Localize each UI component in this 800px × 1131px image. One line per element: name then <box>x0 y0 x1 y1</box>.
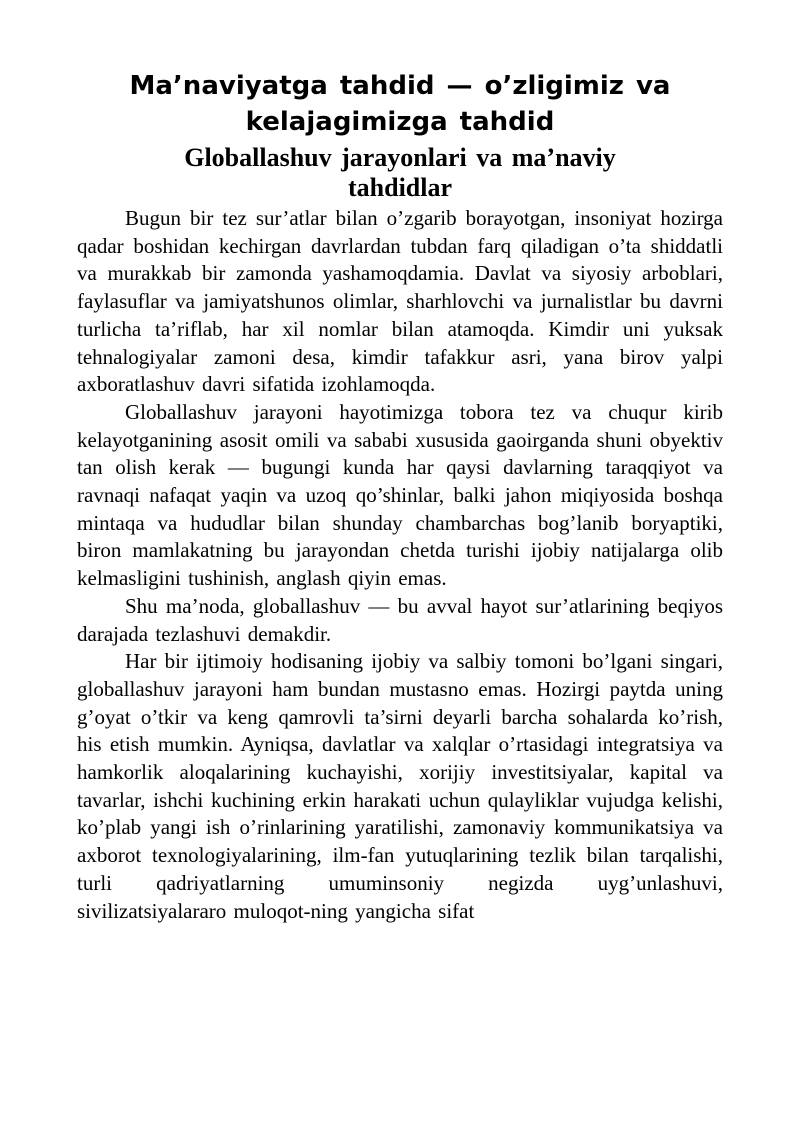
paragraph-3: Shu ma’noda, globallashuv — bu avval hayot sur’atlarining beqiyos darajada tezlashuvi demakdir. <box>77 593 723 646</box>
document-subtitle <box>77 143 723 203</box>
title-line-2: kelajagimizga tahdid <box>245 107 555 137</box>
title-line-1: Ma’naviyatga tahdid — o’zligimiz va <box>129 71 671 101</box>
paragraph-1: Bugun bir tez sur’atlar bilan o’zgarib borayotgan, insoniyat hozirga qadar boshidan kechirgan davrlardan tubdan farq qiladigan o’ta shiddatli va murakkab bir zamonda yashamoqdamia. Davlat va siyosiy arboblari, faylasuflar va jamiyatshunos olimlar, sharhlovchi va jurnalistlar bu davrni turlicha ta’riflab, har xil nomlar bilan atamoqda. Kimdir uni yuksak tehnalogiyalar zamoni desa, kimdir tafakkur asri, yana birov yalpi axboratlashuv davri sifatida izohlamoqda. <box>77 206 723 397</box>
paragraph-4: Har bir ijtimoiy hodisaning ijobiy va salbiy tomoni bo’lgani singari, globallashuv jarayoni ham bundan mustasno emas. Hozirgi paytda uning g’oyat o’tkir va keng qamrovli ta’sirni deyarli barcha sohalarda ko’rish, his etish mumkin. Ayniqsa, davlatlar va xalqlar o’rtasidagi integratsiya va hamkorlik aloqalarining kuchayishi, xorijiy investitsiyalar, kapital va tavarlar, ishchi kuchining erkin harakati uchun qulayliklar vujudga kelishi, ko’plab yangi ish o’rinlarining yaratilishi, zamonaviy kommunikatsiya va axborot texnologiyalarining, ilm-fan yutuqlarining tezlik bilan tarqalishi, turli qadriyatlarning umuminsoniy negizda uyg’unlashuvi, sivilizatsiyalararo muloqot-ning yangicha sifat <box>77 649 723 923</box>
paragraph-2: Globallashuv jarayoni hayotimizga tobora tez va chuqur kirib kelayotganining asosit omili va sababi xususida gaoirganda shuni obyektiv tan olish kerak — bugungi kunda har qaysi davlarning taraqqiyot va ravnaqi nafaqat yaqin va uzoq qo’shinlar, balki jahon miqiyosida boshqa mintaqa va hududlar bilan shunday chambarchas bog’lanib boryaptiki, biron mamlakatning bu jarayondan chetda turishi ijobiy natijalarga olib kelmasligini tushinish, anglash qiyin emas. <box>77 399 723 591</box>
document-page <box>77 68 723 925</box>
document-title <box>77 68 723 140</box>
subtitle-line-2: tahdidlar <box>347 173 453 202</box>
subtitle-line-1: Globallashuv jarayonlari va ma’naviy <box>184 143 616 172</box>
document-body <box>77 205 723 925</box>
